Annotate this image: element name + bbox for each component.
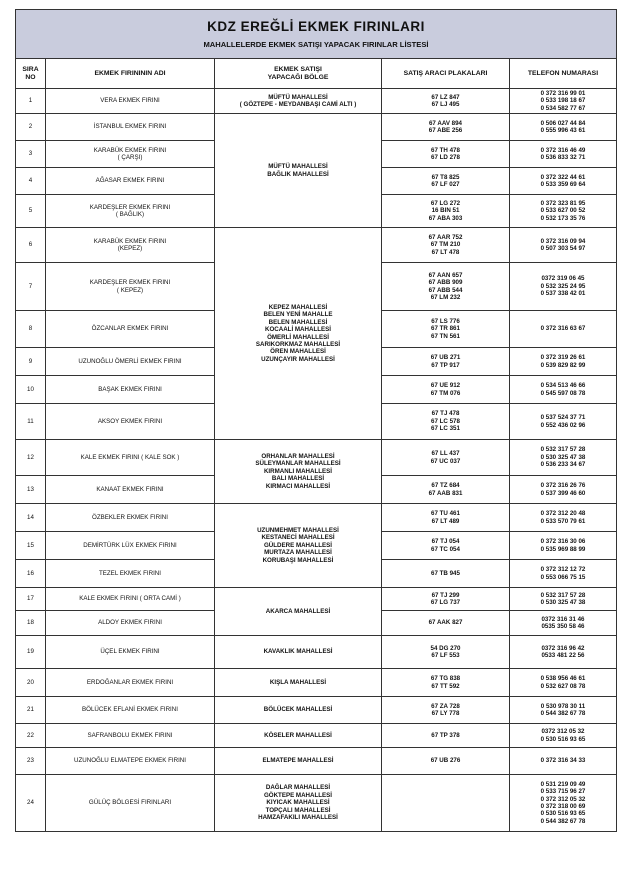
bakery-name-line: ( BAĞLIK) (115, 211, 145, 218)
phone-numbers (510, 348, 617, 376)
phone-number: 0 532 627 08 78 (540, 682, 586, 690)
vehicle-plates (382, 636, 510, 669)
bakery-name-line: TEZEL EKMEK FIRINI (99, 569, 161, 577)
header-sira: SIRA (22, 65, 39, 73)
bakery-name-line: SAFRANBOLU EKMEK FIRINI (87, 731, 173, 739)
table-body (16, 89, 617, 832)
vehicle-plates (382, 476, 510, 504)
row-number: 10 (16, 376, 46, 404)
table-row (16, 748, 617, 775)
vehicle-plates (382, 195, 510, 228)
phone-number: 0 507 303 54 97 (540, 245, 586, 252)
bakery-name-line: BÖLÜCEK EFLANİ EKMEK FIRINI (82, 706, 178, 714)
region-neighborhood: BELEN MAHALLESİ (268, 318, 328, 326)
plate-number: 67 AAB 831 (428, 489, 463, 497)
table-row (16, 724, 617, 748)
vehicle-plates (382, 775, 510, 832)
plate-number: 67 AAV 894 (428, 119, 463, 127)
plate-number: 67 LS 776 (431, 317, 460, 325)
bakery-name (46, 669, 215, 697)
bakery-name (46, 263, 215, 311)
bakery-name-line: KALE EKMEK FIRINI ( ORTA CAMİ ) (79, 595, 181, 603)
row-number: 22 (16, 724, 46, 748)
row-number: 11 (16, 404, 46, 440)
plate-number: 67 LT 478 (431, 248, 460, 256)
phone-number: 0 537 338 42 01 (540, 290, 586, 298)
vehicle-plates (382, 440, 510, 476)
plate-number: 67 LC 351 (431, 425, 460, 433)
bakery-name (46, 504, 215, 532)
vehicle-plates (382, 168, 510, 195)
bakery-name (46, 195, 215, 228)
bakery-name-line: (KEPEZ) (117, 245, 143, 252)
phone-numbers (510, 748, 617, 775)
plate-number: 67 LL 437 (431, 450, 460, 458)
row-number: 7 (16, 263, 46, 311)
plate-number: 67 LZ 847 (431, 93, 460, 101)
phone-number: 0 530 516 93 65 (540, 810, 586, 818)
region-neighborhood: GÖKTEPE MAHALLESİ (263, 791, 333, 799)
plate-number: 67 TB 945 (431, 569, 460, 577)
plate-number: 67 TJ 054 (431, 538, 460, 546)
phone-number: 0 372 316 63 67 (540, 325, 586, 333)
row-number: 8 (16, 311, 46, 348)
row-number: 16 (16, 560, 46, 588)
row-number: 12 (16, 440, 46, 476)
plate-number: 67 ABE 256 (428, 127, 463, 134)
region-neighborhood: HAMZAFAKILI MAHALLESİ (258, 814, 338, 822)
phone-number: 0 372 312 12 72 (540, 566, 586, 574)
row-number: 20 (16, 669, 46, 697)
phone-number: 0535 350 58 46 (541, 623, 585, 630)
phone-number: 0 532 173 35 76 (540, 214, 586, 222)
bakery-name (46, 748, 215, 775)
bakery-name-line: GÜLÜÇ BÖLGESİ FIRINLARI (88, 799, 172, 807)
vehicle-plates (382, 560, 510, 588)
phone-number: 0 532 317 57 28 (540, 591, 586, 599)
phone-number: 0 372 312 05 32 (540, 795, 586, 803)
region-neighborhood: KORUBAŞI MAHALLESİ (262, 556, 334, 564)
row-number: 24 (16, 775, 46, 832)
phone-numbers (510, 376, 617, 404)
table-row (16, 775, 617, 832)
plate-number: 67 TM 210 (430, 241, 461, 249)
bakery-name-line: KARABÜK EKMEK FIRINI (93, 237, 167, 245)
plate-number: 67 AAN 657 (428, 271, 463, 279)
header-phone: TELEFON NUMARASI (510, 59, 617, 89)
header-sira-no (16, 59, 46, 89)
region-neighborhood: ÖREN MAHALLESİ (270, 348, 326, 356)
plate-number: 67 LT 489 (431, 517, 460, 525)
region-neighborhood: KIŞLA MAHALLESİ (269, 678, 327, 686)
phone-number: 0 539 829 82 99 (540, 361, 586, 369)
row-number: 14 (16, 504, 46, 532)
phone-numbers (510, 114, 617, 141)
phone-number: 0 372 316 99 01 (540, 89, 586, 97)
phone-number: 0 533 570 79 61 (540, 517, 586, 525)
phone-numbers (510, 697, 617, 724)
region-neighborhood: KIYICAK MAHALLESİ (266, 799, 330, 807)
bakery-name (46, 697, 215, 724)
region-neighborhood: KIRMANLI MAHALLESİ (263, 467, 333, 475)
bakery-name-line: ( ÇARŞI) (117, 154, 143, 161)
row-number: 4 (16, 168, 46, 195)
plate-number: 67 TJ 478 (431, 410, 460, 418)
sales-region (215, 748, 382, 775)
bakery-name-line: UZUNOĞLU ELMATEPE EKMEK FIRINI (74, 757, 186, 765)
plate-number: 67 TZ 684 (431, 482, 460, 490)
region-neighborhood: ELMATEPE MAHALLESİ (262, 757, 334, 765)
phone-number: 0 544 382 67 78 (540, 817, 586, 825)
vehicle-plates (382, 504, 510, 532)
header-region (215, 59, 382, 89)
region-neighborhood: BALI MAHALLESİ (271, 475, 325, 483)
phone-number: 0 553 066 75 15 (540, 573, 586, 581)
plate-number: 67 LM 232 (430, 293, 461, 301)
bakery-name (46, 611, 215, 636)
region-neighborhood: SARIKORKMAZ MAHALLESİ (255, 340, 341, 348)
phone-number: 0 372 318 00 69 (540, 803, 586, 810)
row-number: 21 (16, 697, 46, 724)
row-number: 18 (16, 611, 46, 636)
phone-numbers (510, 669, 617, 697)
plate-number: 67 LG 737 (430, 599, 461, 606)
phone-numbers (510, 141, 617, 168)
plate-number: 67 TH 478 (431, 146, 460, 154)
phone-number: 0 372 316 46 49 (540, 146, 586, 154)
region-neighborhood: KEPEZ MAHALLESİ (268, 303, 328, 311)
phone-numbers (510, 724, 617, 748)
vehicle-plates (382, 311, 510, 348)
table-row (16, 89, 617, 114)
phone-number: 0 372 319 26 61 (540, 354, 586, 362)
table-row (16, 440, 617, 476)
vehicle-plates (382, 263, 510, 311)
bakery-name (46, 168, 215, 195)
sales-region (215, 724, 382, 748)
phone-numbers (510, 311, 617, 348)
phone-number: 0 372 312 20 48 (540, 510, 586, 518)
phone-number: 0372 316 96 42 (541, 644, 585, 652)
phone-number: 0 534 513 46 66 (540, 382, 586, 390)
document-title: KDZ EREĞLİ EKMEK FIRINLARI (207, 18, 425, 34)
row-number: 13 (16, 476, 46, 504)
vehicle-plates (382, 724, 510, 748)
row-number: 3 (16, 141, 46, 168)
bakery-name (46, 588, 215, 611)
vehicle-plates (382, 669, 510, 697)
phone-numbers (510, 476, 617, 504)
phone-number: 0 372 316 26 76 (540, 482, 586, 490)
plate-number: 67 TM 076 (430, 389, 461, 397)
phone-numbers (510, 611, 617, 636)
region-neighborhood: BELEN YENİ MAHALLE (263, 311, 333, 319)
region-neighborhood: ÖMERLİ MAHALLESİ (267, 333, 329, 341)
bakery-name (46, 775, 215, 832)
vehicle-plates (382, 348, 510, 376)
bakery-name-line: BAŞAK EKMEK FIRINI (98, 385, 162, 393)
phone-number: 0 533 715 96 27 (540, 788, 586, 796)
phone-numbers (510, 168, 617, 195)
plate-number: 67 TP 378 (431, 731, 460, 739)
phone-number: 0 536 833 32 71 (540, 154, 586, 161)
region-neighborhood: AKARCA MAHALLESİ (265, 607, 331, 615)
bakery-name-line: KARABÜK EKMEK FIRINI (93, 146, 167, 154)
plate-number: 67 UB 271 (430, 354, 461, 362)
bakery-name-line: KARDEŞLER EKMEK FIRINI (89, 279, 171, 287)
phone-number: 0 533 359 69 64 (540, 181, 586, 188)
bakery-name (46, 114, 215, 141)
phone-number: 0 372 316 09 94 (540, 237, 586, 245)
vehicle-plates (382, 697, 510, 724)
phone-numbers (510, 195, 617, 228)
phone-numbers (510, 588, 617, 611)
phone-number: 0 538 956 46 61 (540, 675, 586, 683)
region-neighborhood: BAĞLIK MAHALLESİ (267, 170, 329, 178)
bakery-table (15, 9, 617, 832)
bakery-name-line: ALDOY EKMEK FIRINI (98, 619, 162, 627)
phone-numbers (510, 228, 617, 263)
plate-number: 67 TC 054 (431, 545, 460, 553)
plate-number: 67 UB 276 (430, 757, 461, 765)
header-row (16, 59, 617, 89)
row-number: 6 (16, 228, 46, 263)
phone-number: 0 537 524 37 71 (540, 414, 586, 422)
sales-region (215, 504, 382, 588)
phone-number: 0 535 969 88 99 (540, 545, 586, 553)
bakery-name (46, 376, 215, 404)
table-row (16, 504, 617, 532)
plate-number: 67 TP 917 (431, 361, 460, 369)
plate-number: 67 LF 027 (431, 181, 460, 188)
row-number: 2 (16, 114, 46, 141)
vehicle-plates (382, 532, 510, 560)
plate-number: 67 TN 561 (431, 332, 460, 340)
plate-number: 67 UE 912 (430, 382, 461, 390)
phone-number: 0372 312 05 32 (541, 728, 585, 736)
vehicle-plates (382, 376, 510, 404)
sales-region (215, 636, 382, 669)
row-number: 1 (16, 89, 46, 114)
phone-number: 0 530 325 47 38 (540, 453, 586, 461)
phone-number: 0372 319 06 45 (541, 275, 585, 283)
region-neighborhood: SÜLEYMANLAR MAHALLESİ (255, 460, 341, 468)
region-neighborhood: MURTAZA MAHALLESİ (264, 549, 332, 557)
sales-region (215, 697, 382, 724)
plate-number: 67 TR 861 (431, 325, 460, 333)
plate-number: 67 TJ 299 (431, 591, 460, 599)
bakery-name-line: ÜÇEL EKMEK FIRINI (100, 648, 160, 656)
sales-region (215, 89, 382, 114)
table-row (16, 636, 617, 669)
region-neighborhood: KIRMACI MAHALLESİ (265, 482, 331, 490)
plate-number: 54 DG 270 (430, 644, 461, 652)
phone-numbers (510, 560, 617, 588)
phone-number: 0 533 198 18 67 (540, 97, 586, 105)
bakery-name (46, 228, 215, 263)
phone-numbers (510, 636, 617, 669)
phone-number: 0 372 316 30 06 (540, 538, 586, 546)
phone-number: 0 506 027 44 84 (540, 119, 586, 127)
vehicle-plates (382, 141, 510, 168)
phone-number: 0 372 316 34 33 (540, 757, 586, 765)
bakery-name (46, 348, 215, 376)
bakery-name-line: KALE EKMEK FIRINI ( KALE SOK ) (80, 453, 180, 461)
phone-number: 0 534 582 77 67 (540, 104, 586, 112)
region-neighborhood: MÜFTÜ MAHALLESİ (268, 93, 328, 101)
bakery-name (46, 724, 215, 748)
phone-number: 0 530 325 47 38 (540, 599, 586, 606)
header-bakery-name: EKMEK FIRINININ ADI (46, 59, 215, 89)
bakery-name-line: ÖZBEKLER EKMEK FIRINI (92, 513, 168, 521)
bakery-name-line: ERDOĞANLAR EKMEK FIRINI (86, 678, 174, 686)
bakery-name-line: ( KEPEZ) (116, 286, 144, 294)
bakery-list-document (15, 9, 616, 858)
bakery-name (46, 311, 215, 348)
phone-numbers (510, 404, 617, 440)
phone-numbers (510, 440, 617, 476)
phone-number: 0 544 382 67 78 (540, 710, 586, 717)
bakery-name-line: KARDEŞLER EKMEK FIRINI (89, 203, 171, 211)
row-number: 17 (16, 588, 46, 611)
region-neighborhood: BÖLÜCEK MAHALLESİ (263, 706, 333, 714)
phone-numbers (510, 532, 617, 560)
table-row (16, 697, 617, 724)
plate-number: 67 T8 825 (431, 173, 460, 181)
table-row (16, 588, 617, 611)
phone-number: 0372 316 31 46 (541, 615, 585, 623)
plate-number: 67 LF 553 (431, 652, 460, 659)
phone-number: 0 532 325 24 95 (540, 282, 586, 290)
phone-number: 0 533 627 00 52 (540, 207, 586, 215)
row-number: 23 (16, 748, 46, 775)
title-banner (16, 10, 617, 59)
phone-number: 0 530 516 93 65 (540, 735, 586, 743)
bakery-name-line: AKSOY EKMEK FIRINI (97, 417, 163, 425)
bakery-name-line: UZUNOĞLU ÖMERLİ EKMEK FIRINI (78, 357, 182, 365)
region-neighborhood: ORHANLAR MAHALLESİ (261, 452, 335, 460)
table-row (16, 114, 617, 141)
phone-number: 0 372 323 81 95 (540, 199, 586, 207)
header-plates: SATIŞ ARACI PLAKALARI (382, 59, 510, 89)
bakery-name (46, 404, 215, 440)
plate-number: 67 TG 838 (430, 675, 461, 683)
region-neighborhood: KOCAALİ MAHALLESİ (265, 326, 331, 334)
plate-number: 67 LD 278 (431, 154, 460, 161)
phone-numbers (510, 89, 617, 114)
bakery-name (46, 560, 215, 588)
bakery-name (46, 440, 215, 476)
sales-region (215, 228, 382, 440)
table-row (16, 228, 617, 263)
plate-number: 67 AAR 752 (428, 233, 463, 241)
bakery-name (46, 141, 215, 168)
sales-region (215, 114, 382, 228)
region-neighborhood: MÜFTÜ MAHALLESİ (268, 163, 328, 171)
header-no: NO (25, 73, 36, 81)
table-row (16, 669, 617, 697)
vehicle-plates (382, 611, 510, 636)
vehicle-plates (382, 228, 510, 263)
region-neighborhood: UZUNÇAYIR MAHALLESİ (261, 355, 335, 363)
plate-number: 67 ABB 544 (428, 286, 463, 294)
region-neighborhood: KESTANECİ MAHALLESİ (261, 534, 335, 542)
row-number: 9 (16, 348, 46, 376)
plate-number: 67 LY 778 (431, 710, 460, 717)
vehicle-plates (382, 588, 510, 611)
phone-number: 0 530 978 30 11 (540, 702, 586, 710)
plate-number: 67 AAK 827 (428, 619, 463, 627)
region-neighborhood: KAVAKLIK MAHALLESİ (263, 648, 333, 656)
plate-number: 16 BIN 51 (431, 207, 460, 215)
phone-numbers (510, 775, 617, 832)
vehicle-plates (382, 748, 510, 775)
bakery-name-line: AĞASAR EKMEK FIRINI (95, 177, 165, 185)
plate-number: 67 LG 272 (430, 199, 461, 207)
plate-number: 67 UC 037 (430, 457, 461, 465)
plate-number: 67 LC 578 (431, 417, 460, 425)
bakery-name-line: ÖZCANLAR EKMEK FIRINI (91, 325, 169, 333)
region-neighborhood: ( GÖZTEPE - MEYDANBAŞI CAMİ ALTI ) (239, 101, 357, 108)
region-neighborhood: DAĞLAR MAHALLESİ (265, 784, 331, 792)
sales-region (215, 440, 382, 504)
phone-number: 0 555 996 43 61 (540, 127, 586, 134)
vehicle-plates (382, 89, 510, 114)
plate-number: 67 ABB 909 (428, 279, 463, 287)
phone-number: 0 532 317 57 28 (540, 446, 586, 454)
vehicle-plates (382, 404, 510, 440)
row-number: 15 (16, 532, 46, 560)
plate-number: 67 TU 461 (431, 510, 460, 518)
region-neighborhood: GÜLDERE MAHALLESİ (263, 541, 333, 549)
phone-numbers (510, 263, 617, 311)
bakery-name-line: VERA EKMEK FIRINI (100, 97, 160, 105)
plate-number: 67 TT 592 (431, 682, 460, 690)
plate-number: 67 ZA 728 (431, 702, 460, 710)
phone-number: 0 552 436 02 96 (540, 421, 586, 429)
row-number: 19 (16, 636, 46, 669)
row-number: 5 (16, 195, 46, 228)
bakery-name (46, 636, 215, 669)
phone-number: 0 537 399 46 60 (540, 489, 586, 497)
bakery-name (46, 476, 215, 504)
phone-number: 0 531 219 09 49 (540, 780, 586, 788)
bakery-name-line: KANAAT EKMEK FIRINI (96, 485, 164, 493)
region-neighborhood: TOPÇALI MAHALLESİ (265, 806, 331, 814)
phone-numbers (510, 504, 617, 532)
phone-number: 0533 481 22 56 (541, 652, 585, 659)
phone-number: 0 372 322 44 61 (540, 173, 586, 181)
sales-region (215, 588, 382, 636)
phone-number: 0 545 597 08 78 (540, 389, 586, 397)
region-neighborhood: KÖSELER MAHALLESİ (264, 731, 332, 739)
bakery-name (46, 89, 215, 114)
sales-region (215, 669, 382, 697)
bakery-name-line: İSTANBUL EKMEK FIRINI (93, 123, 167, 131)
phone-number: 0 536 233 34 67 (540, 461, 586, 469)
plate-number: 67 ABA 303 (428, 214, 463, 222)
document-subtitle: MAHALLELERDE EKMEK SATIŞI YAPACAK FIRINLAR LİSTESİ (203, 39, 429, 49)
vehicle-plates (382, 114, 510, 141)
sales-region (215, 775, 382, 832)
header-region-line-1: EKMEK SATIŞI (274, 65, 322, 73)
bakery-name (46, 532, 215, 560)
bakery-name-line: DEMİRTÜRK LÜX EKMEK FIRINI (83, 541, 177, 549)
region-neighborhood: UZUNMEHMET MAHALLESİ (257, 526, 339, 534)
header-region-line-2: YAPACAĞI BÖLGE (267, 73, 329, 81)
plate-number: 67 LJ 495 (431, 101, 460, 108)
